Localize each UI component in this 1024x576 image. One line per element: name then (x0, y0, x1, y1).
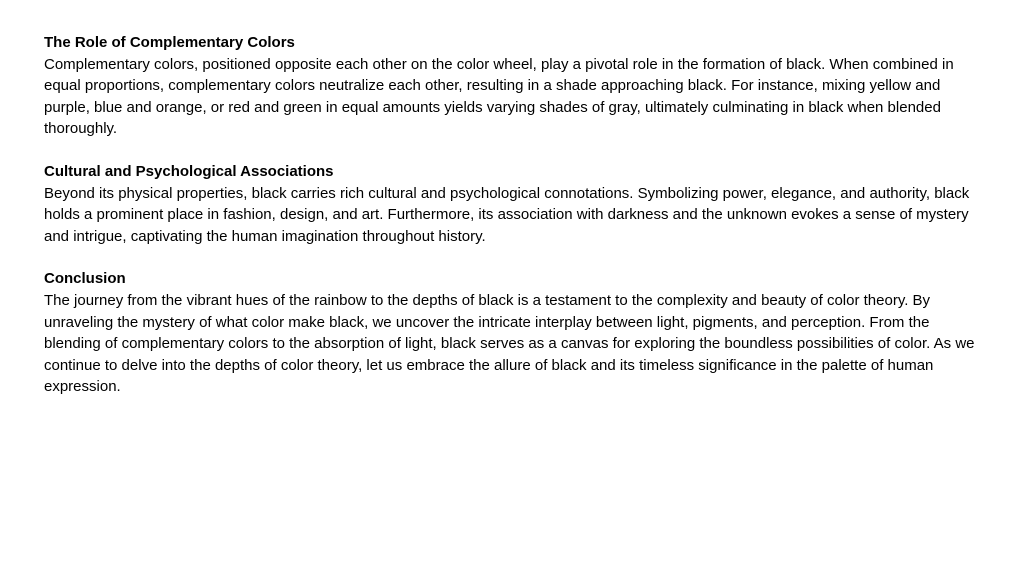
section-heading: The Role of Complementary Colors (44, 34, 295, 51)
section-body: The journey from the vibrant hues of the rainbow to the depths of black is a testament to the complexity and beauty of color theory. By unraveling the mystery of what color make black, we uncover the intricate interplay between light, pigments, and perception. From the blending of complementary colors to the absorption of light, black serves as a canvas for exploring the boundless possibilities of color. As we continue to delve into the depths of color theory, let us embrace the allure of black and its timeless significance in the palette of human expression. (44, 291, 975, 396)
section-cultural-associations (44, 161, 984, 247)
section-conclusion (44, 268, 984, 398)
section-body: Complementary colors, positioned opposite each other on the color wheel, play a pivotal role in the formation of black. When combined in equal proportions, complementary colors neutralize each other, resulting in a shade approaching black. For instance, mixing yellow and purple, blue and orange, or red and green in equal amounts yields varying shades of gray, ultimately culminating in black when blended thoroughly. (44, 55, 954, 138)
section-complementary-colors (44, 32, 984, 140)
section-heading: Conclusion (44, 270, 126, 288)
section-body: Beyond its physical properties, black carries rich cultural and psychological connotations. Symbolizing power, elegance, and authority, black holds a prominent place in fashion, design, and art. Furthermore, its association with darkness and the unknown evokes a sense of mystery and intrigue, captivating the human imagination throughout history. (44, 184, 970, 245)
section-heading: Cultural and Psychological Associations (44, 162, 334, 180)
